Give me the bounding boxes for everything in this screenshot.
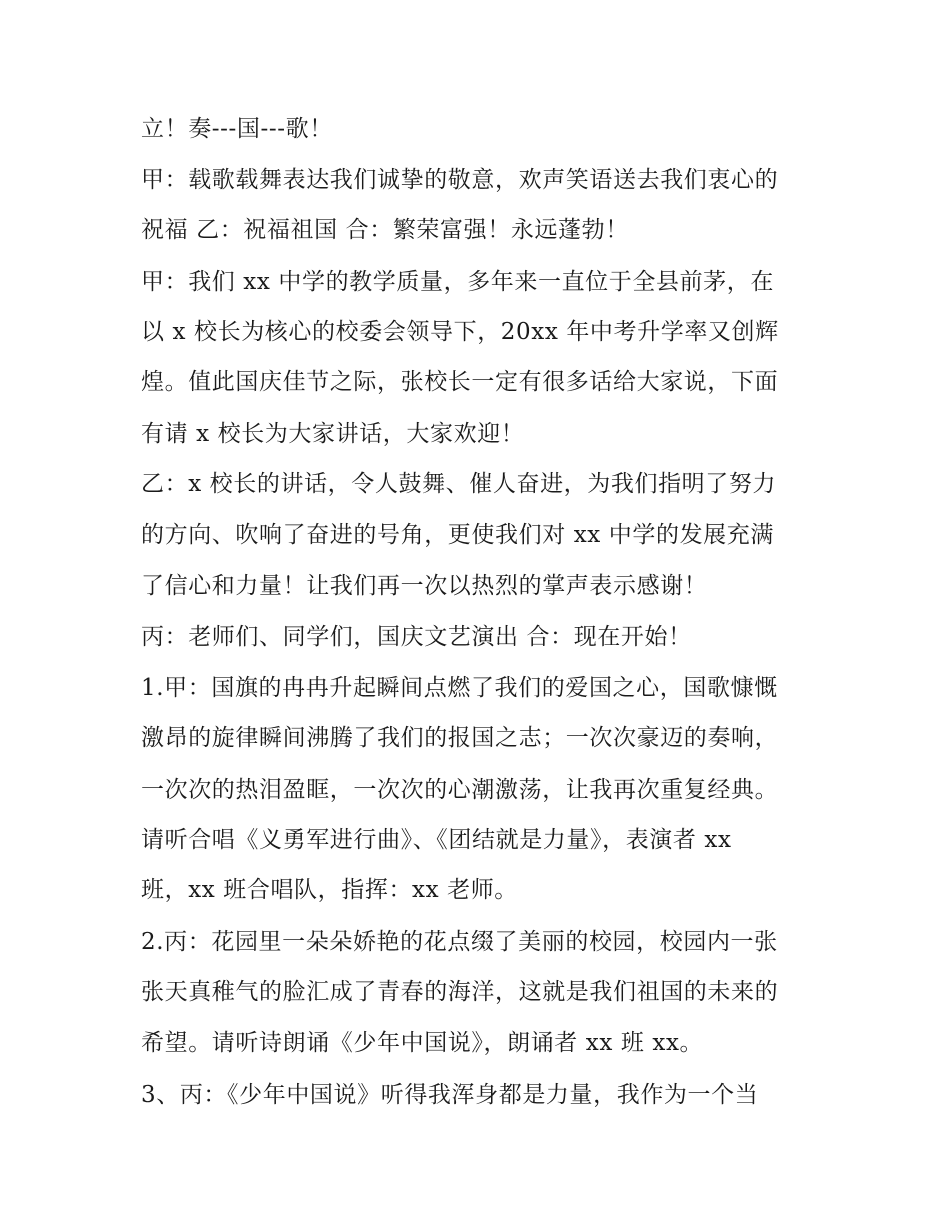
text-line: 丙：老师们、同学们，国庆文艺演出 合：现在开始！ (141, 624, 692, 650)
text-line: 立！奏---国---歌！ (141, 116, 333, 142)
text-line: 班，xx 班合唱队，指挥：xx 老师。 (141, 877, 518, 903)
text-line: 1.甲：国旗的冉冉升起瞬间点燃了我们的爱国之心，国歌慷慨 (141, 675, 778, 701)
text-line: 以 x 校长为核心的校委会领导下，20xx 年中考升学率又创辉 (141, 319, 779, 345)
text-line: 祝福 乙：祝福祖国 合：繁荣富强！永远蓬勃！ (141, 217, 629, 243)
text-line: 有请 x 校长为大家讲话，大家欢迎！ (141, 421, 525, 447)
text-line: 希望。请听诗朗诵《少年中国说》，朗诵者 xx 班 xx。 (141, 1030, 704, 1056)
text-line: 乙：x 校长的讲话，令人鼓舞、催人奋进，为我们指明了努力 (141, 471, 777, 497)
text-line: 甲：载歌载舞表达我们诚挚的敬意，欢声笑语送去我们衷心的 (141, 167, 779, 193)
text-line: 甲：我们 xx 中学的教学质量，多年来一直位于全县前茅，在 (141, 269, 774, 295)
text-line: 2.丙：花园里一朵朵娇艳的花点缀了美丽的校园，校园内一张 (141, 929, 778, 955)
text-line: 3、丙：《少年中国说》听得我浑身都是力量，我作为一个当 (141, 1082, 759, 1108)
text-line: 张天真稚气的脸汇成了青春的海洋，这就是我们祖国的未来的 (141, 979, 779, 1005)
text-line: 激昂的旋律瞬间沸腾了我们的报国之志；一次次豪迈的奏响， (141, 725, 779, 751)
text-line: 的方向、吹响了奋进的号角，更使我们对 xx 中学的发展充满 (141, 522, 774, 548)
text-line: 一次次的热泪盈眶，一次次的心潮激荡，让我再次重复经典。 (141, 777, 779, 803)
text-line: 煌。值此国庆佳节之际，张校长一定有很多话给大家说，下面 (141, 369, 779, 395)
text-line: 请听合唱《义勇军进行曲》、《团结就是力量》，表演者 xx (141, 827, 732, 853)
text-line: 了信心和力量！让我们再一次以热烈的掌声表示感谢！ (141, 573, 708, 599)
